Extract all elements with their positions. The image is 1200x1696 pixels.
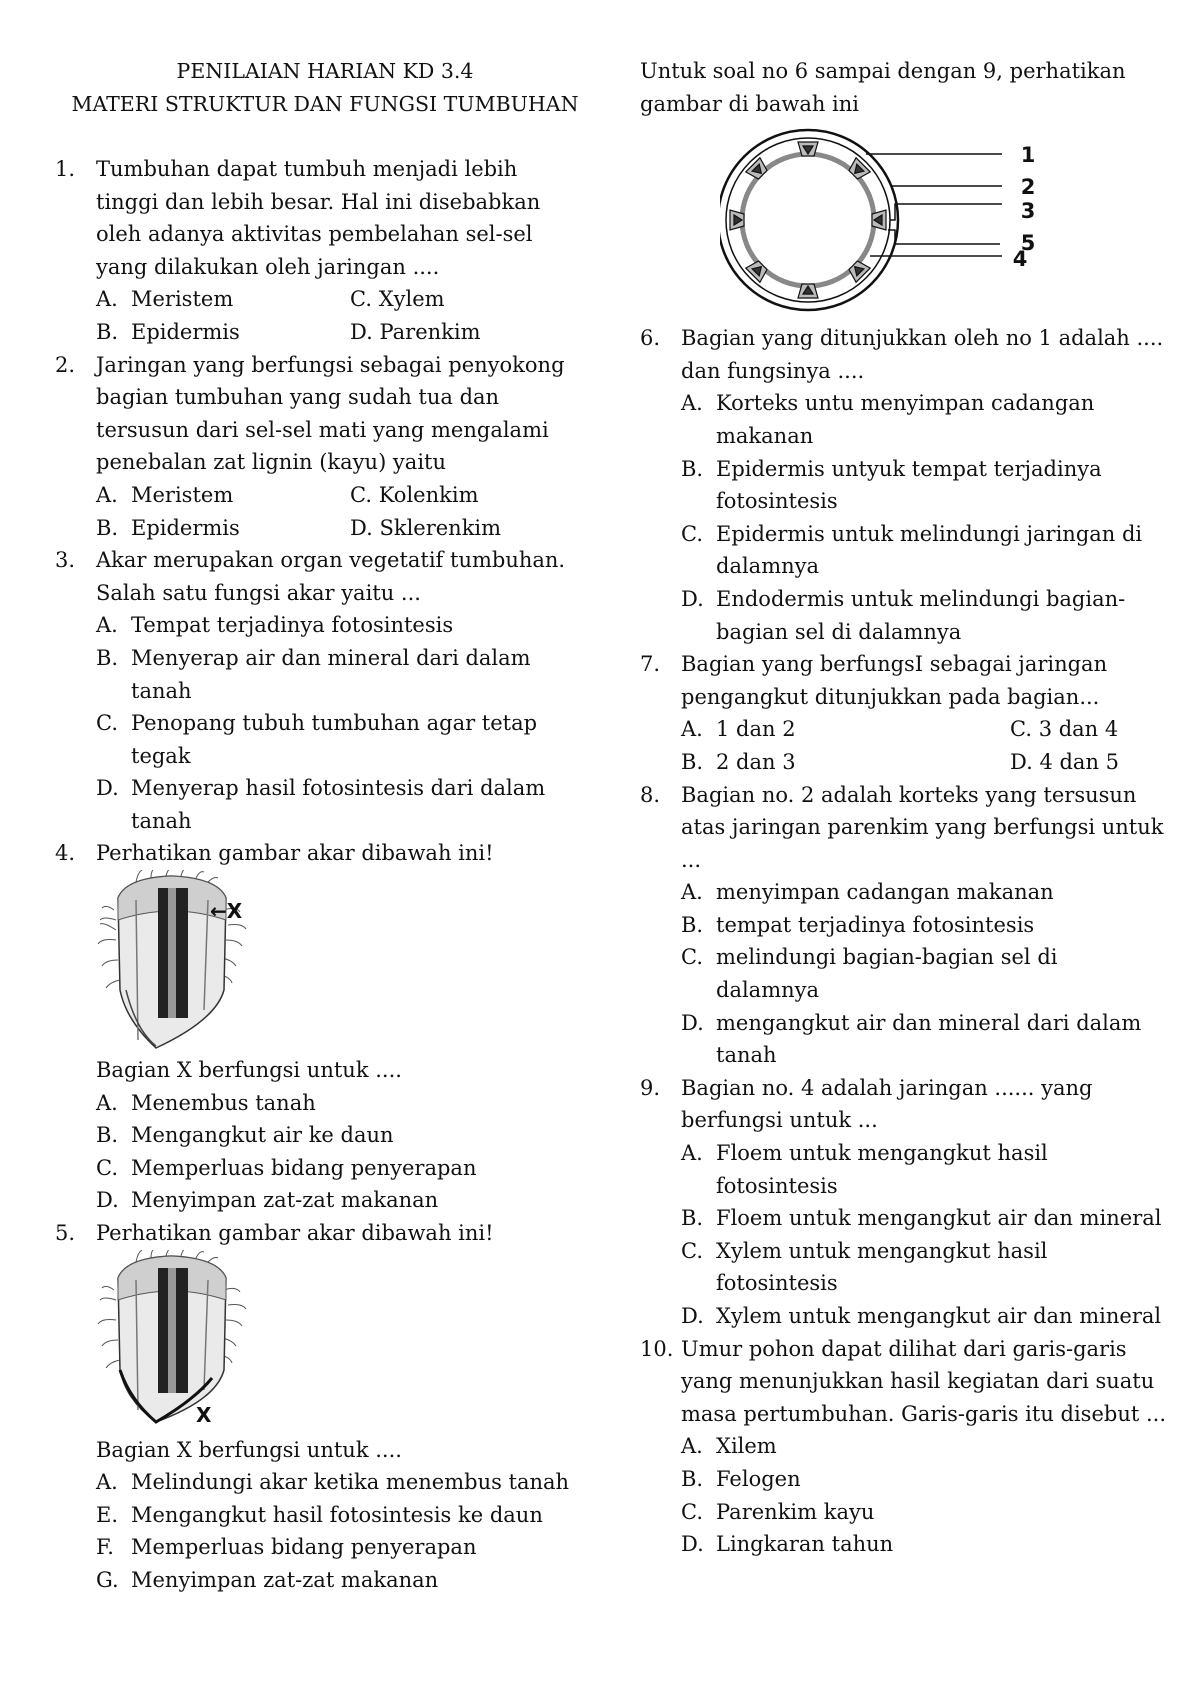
question-text: berfungsi untuk ...	[681, 1108, 878, 1133]
figure-label-x: X	[196, 1402, 212, 1427]
question-text: ...	[681, 847, 702, 872]
option-d-cont: tanah	[131, 808, 192, 833]
figure-label-5: 5	[1020, 231, 1036, 256]
option-b[interactable]: B. Mengangkut air ke daun	[96, 1123, 394, 1148]
question-text: Tumbuhan dapat tumbuh menjadi lebih	[96, 157, 518, 181]
option-c[interactable]: C. Memperluas bidang penyerapan	[96, 1155, 477, 1180]
option-d[interactable]: D. mengangkut air dan mineral dari dalam	[681, 1010, 1142, 1035]
option-e[interactable]: E. Mengangkut hasil fotosintesis ke daun	[96, 1502, 543, 1527]
question-text: Umur pohon dapat dilihat dari garis-garis	[681, 1336, 1127, 1361]
question-text: bagian tumbuhan yang sudah tua dan	[96, 385, 500, 410]
question-text: pengangkut ditunjukkan pada bagian...	[681, 684, 1100, 709]
option-c[interactable]: C. melindungi bagian-bagian sel di	[681, 945, 1058, 970]
question-10	[640, 1333, 1166, 1561]
option-a[interactable]: A. Meristem	[96, 482, 234, 507]
question-3	[55, 544, 585, 837]
option-d[interactable]: D. Sklerenkim	[350, 515, 502, 540]
question-number: 5.	[55, 1221, 76, 1246]
option-c[interactable]: C. Xylem untuk mengangkut hasil	[681, 1238, 1048, 1263]
left-column	[55, 55, 585, 1597]
option-c-cont: fotosintesis	[716, 1271, 838, 1296]
figure-label-x: ←X	[210, 899, 243, 924]
question-text: Bagian yang berfungsI sebagai jaringan	[681, 652, 1108, 677]
option-d-cont: bagian sel di dalamnya	[716, 619, 962, 644]
question-text: Perhatikan gambar akar dibawah ini!	[96, 841, 494, 866]
question-text: Bagian no. 4 adalah jaringan ...... yang	[681, 1075, 1093, 1100]
option-a-cont: makanan	[716, 423, 814, 448]
page-subtitle: MATERI STRUKTUR DAN FUNGSI TUMBUHAN	[71, 92, 579, 116]
option-d[interactable]: D. Parenkim	[350, 319, 481, 344]
option-b[interactable]: B. Epidermis untyuk tempat terjadinya	[681, 456, 1102, 481]
question-5	[55, 1217, 585, 1597]
figure-label-1: 1	[1020, 143, 1036, 168]
question-stem: Bagian X berfungsi untuk ....	[96, 1058, 402, 1083]
option-b[interactable]: B. Floem untuk mengangkut air dan mineral	[681, 1206, 1162, 1231]
question-number: 7.	[640, 652, 661, 677]
instruction-text: gambar di bawah ini	[640, 91, 860, 116]
question-text: atas jaringan parenkim yang berfungsi untuk	[681, 815, 1164, 840]
question-number: 3.	[55, 548, 76, 573]
question-number: 10.	[640, 1336, 674, 1361]
option-b[interactable]: B. Felogen	[681, 1466, 801, 1491]
option-c-cont: dalamnya	[716, 978, 820, 1003]
option-d[interactable]: D. Lingkaran tahun	[681, 1532, 894, 1557]
question-number: 6.	[640, 326, 661, 351]
option-c[interactable]: C. Parenkim kayu	[681, 1499, 875, 1524]
option-b-cont: tanah	[131, 678, 192, 703]
question-text: dan fungsinya ....	[681, 358, 865, 383]
option-b[interactable]: B. Epidermis	[96, 515, 240, 540]
question-text: yang menunjukkan hasil kegiatan dari suatu	[681, 1369, 1155, 1394]
question-text: tersusun dari sel-sel mati yang mengalami	[96, 417, 549, 442]
question-1	[55, 153, 585, 349]
option-b[interactable]: B. tempat terjadinya fotosintesis	[681, 912, 1035, 937]
question-number: 9.	[640, 1075, 661, 1100]
option-a[interactable]: A. Menembus tanah	[96, 1090, 316, 1115]
root-tip-figure	[96, 1250, 296, 1430]
option-a[interactable]: A. Meristem	[96, 287, 234, 312]
option-c[interactable]: C. Epidermis untuk melindungi jaringan di	[681, 521, 1143, 546]
instruction-text: Untuk soal no 6 sampai dengan 9, perhatikan	[640, 59, 1126, 83]
option-c[interactable]: C. Xylem	[350, 287, 445, 312]
question-number: 1.	[55, 157, 76, 181]
option-c-cont: dalamnya	[716, 554, 820, 579]
option-a[interactable]: A. Tempat terjadinya fotosintesis	[96, 613, 454, 638]
option-g[interactable]: G. Menyimpan zat-zat makanan	[96, 1568, 439, 1592]
right-column	[640, 55, 1166, 1561]
figure-label-2: 2	[1020, 175, 1036, 200]
question-number: 2.	[55, 352, 76, 377]
question-text: Bagian yang ditunjukkan oleh no 1 adalah ....	[681, 326, 1164, 351]
question-text: Bagian no. 2 adalah korteks yang tersusun	[681, 782, 1137, 807]
question-stem: Bagian X berfungsi untuk ....	[96, 1437, 402, 1462]
question-text: Perhatikan gambar akar dibawah ini!	[96, 1221, 494, 1246]
option-d[interactable]: D. 4 dan 5	[1010, 749, 1120, 774]
question-text: penebalan zat lignin (kayu) yaitu	[96, 450, 446, 475]
option-d[interactable]: D. Endodermis untuk melindungi bagian-	[681, 586, 1126, 611]
question-8	[640, 779, 1164, 1072]
question-text: Akar merupakan organ vegetatif tumbuhan.	[96, 548, 566, 573]
question-6	[640, 322, 1164, 648]
figure-label-4: 4	[1012, 247, 1028, 272]
option-a[interactable]: A. menyimpan cadangan makanan	[681, 880, 1054, 905]
question-number: 8.	[640, 782, 661, 807]
option-a[interactable]: A. Melindungi akar ketika menembus tanah	[96, 1470, 570, 1495]
option-b[interactable]: B. 2 dan 3	[681, 749, 796, 774]
option-a[interactable]: A. Xilem	[681, 1434, 777, 1459]
root-tip-figure	[96, 870, 296, 1050]
option-d[interactable]: D. Menyerap hasil fotosintesis dari dalam	[96, 776, 546, 801]
option-b-cont: fotosintesis	[716, 489, 838, 514]
question-4	[55, 837, 585, 1217]
option-f[interactable]: F. Memperluas bidang penyerapan	[96, 1535, 477, 1560]
option-b[interactable]: B. Menyerap air dan mineral dari dalam	[96, 645, 531, 670]
option-c[interactable]: C. Kolenkim	[350, 482, 479, 507]
option-b[interactable]: B. Epidermis	[96, 319, 240, 344]
option-c[interactable]: C. 3 dan 4	[1010, 717, 1119, 742]
stem-cross-section-figure	[720, 120, 1120, 318]
question-text: yang dilakukan oleh jaringan ....	[96, 254, 440, 279]
option-d[interactable]: D. Xylem untuk mengangkut air dan mineral	[681, 1304, 1162, 1328]
option-d[interactable]: D. Menyimpan zat-zat makanan	[96, 1188, 439, 1213]
page-title: PENILAIAN HARIAN KD 3.4	[176, 59, 474, 83]
question-number: 4.	[55, 841, 76, 866]
question-9	[640, 1072, 1160, 1333]
option-c-cont: tegak	[131, 743, 191, 768]
question-text: Salah satu fungsi akar yaitu ...	[96, 580, 421, 605]
question-text: Jaringan yang berfungsi sebagai penyokong	[96, 352, 565, 377]
question-text: masa pertumbuhan. Garis-garis itu disebut ...	[681, 1401, 1166, 1426]
option-c[interactable]: C. Penopang tubuh tumbuhan agar tetap	[96, 711, 538, 736]
option-a[interactable]: A. Floem untuk mengangkut hasil	[681, 1141, 1048, 1166]
question-text: tinggi dan lebih besar. Hal ini disebabkan	[96, 189, 541, 214]
option-a[interactable]: A. Korteks untu menyimpan cadangan	[681, 391, 1095, 416]
option-a-cont: fotosintesis	[716, 1173, 838, 1198]
question-2	[55, 349, 585, 545]
question-7	[640, 648, 1160, 778]
option-a[interactable]: A. 1 dan 2	[681, 717, 796, 742]
question-text: oleh adanya aktivitas pembelahan sel-sel	[96, 222, 533, 247]
figure-label-3: 3	[1020, 199, 1036, 224]
option-d-cont: tanah	[716, 1043, 777, 1068]
